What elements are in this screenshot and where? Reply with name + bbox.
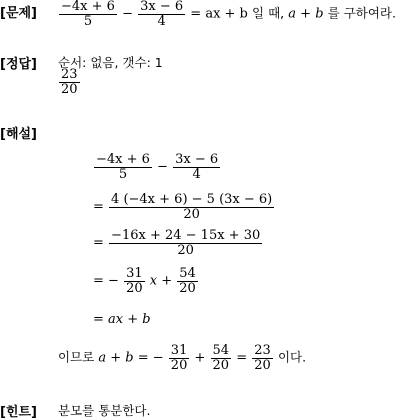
solution-line-2: = $\frac{4 (-4x + 6) - 5 (3x - 6)}{20}$	[93, 192, 273, 222]
sol-c-f2-num: 54	[212, 343, 230, 358]
solution-conclusion: 이므로 a + b = − $\frac{31}{20}$ + $\frac{54}{20}$ = $\frac{23}{20}$ 이다.	[58, 343, 307, 373]
sol-l3-den: 20	[177, 242, 194, 258]
sol-c-f1-num: 31	[170, 343, 188, 358]
solution-line-4: = − $\frac{31}{20}$ x + $\frac{54}{20}$	[93, 266, 196, 296]
problem-tag: [문제]	[0, 6, 37, 21]
sol-l2-num: 4 (−4x + 6) − 5 (3x − 6)	[111, 192, 273, 207]
hint-tag: [힌트]	[0, 405, 37, 420]
problem-text-when: 일 때,	[252, 5, 285, 21]
solution-tag: [해설]	[0, 127, 37, 142]
hint-text: 분모를 통분한다.	[58, 403, 151, 418]
sol-c-f2-den: 20	[212, 357, 230, 373]
problem-f2-num: 3x − 6	[140, 0, 184, 14]
problem-line	[58, 0, 396, 28]
minus-sign: −	[122, 6, 133, 22]
problem-f1-num: −4x + 6	[61, 0, 115, 14]
sol-c-f3-den: 20	[254, 357, 271, 373]
sol-l4-f1-num: 31	[126, 266, 143, 281]
sol-conclusion-expr: a + b = −	[98, 350, 164, 366]
sol-conclusion-pre: 이므로	[58, 349, 95, 365]
sol-l4-x: x +	[149, 273, 173, 289]
sol-l2-den: 20	[183, 206, 200, 222]
solution-line-5	[93, 312, 151, 327]
sol-c-f1-den: 20	[170, 357, 188, 373]
solution-line-1: $\frac{-4x + 6}{5}$ − $\frac{3x - 6}{4}$	[96, 152, 219, 182]
problem-target: a + b	[288, 6, 324, 22]
sol-l1-f2-num: 3x − 6	[175, 152, 219, 167]
sol-c-f3-num: 23	[254, 343, 271, 358]
sol-l3-num: −16x + 24 − 15x + 30	[111, 228, 261, 243]
answer-fraction	[58, 68, 81, 96]
sol-l4-f1-den: 20	[126, 280, 143, 296]
sol-l1-f1-den: 5	[118, 166, 128, 182]
sol-l4-f2-den: 20	[179, 280, 196, 296]
problem-f1-den: 5	[83, 13, 93, 29]
answer-den: 20	[61, 81, 78, 97]
sol-l4-f2-num: 54	[179, 266, 196, 281]
problem-f2-den: 4	[157, 13, 166, 29]
problem-fraction-1	[59, 0, 117, 28]
sol-l1-f1-num: −4x + 6	[96, 152, 150, 167]
sol-conclusion-post: 이다.	[277, 349, 307, 365]
answer-tag: [정답]	[0, 57, 37, 72]
problem-equation-rhs: = ax + b	[190, 6, 248, 22]
answer-meta: 순서: 없음, 갯수: 1	[58, 55, 163, 70]
sol-l1-f2-den: 4	[192, 166, 201, 182]
answer-num: 23	[61, 67, 78, 82]
solution-line-3: = $\frac{-16x + 24 - 15x + 30}{20}$	[93, 228, 261, 258]
problem-text-find: 를 구하여라.	[327, 5, 396, 21]
sol-l5: = ax + b	[93, 312, 151, 327]
problem-fraction-2	[138, 0, 185, 28]
